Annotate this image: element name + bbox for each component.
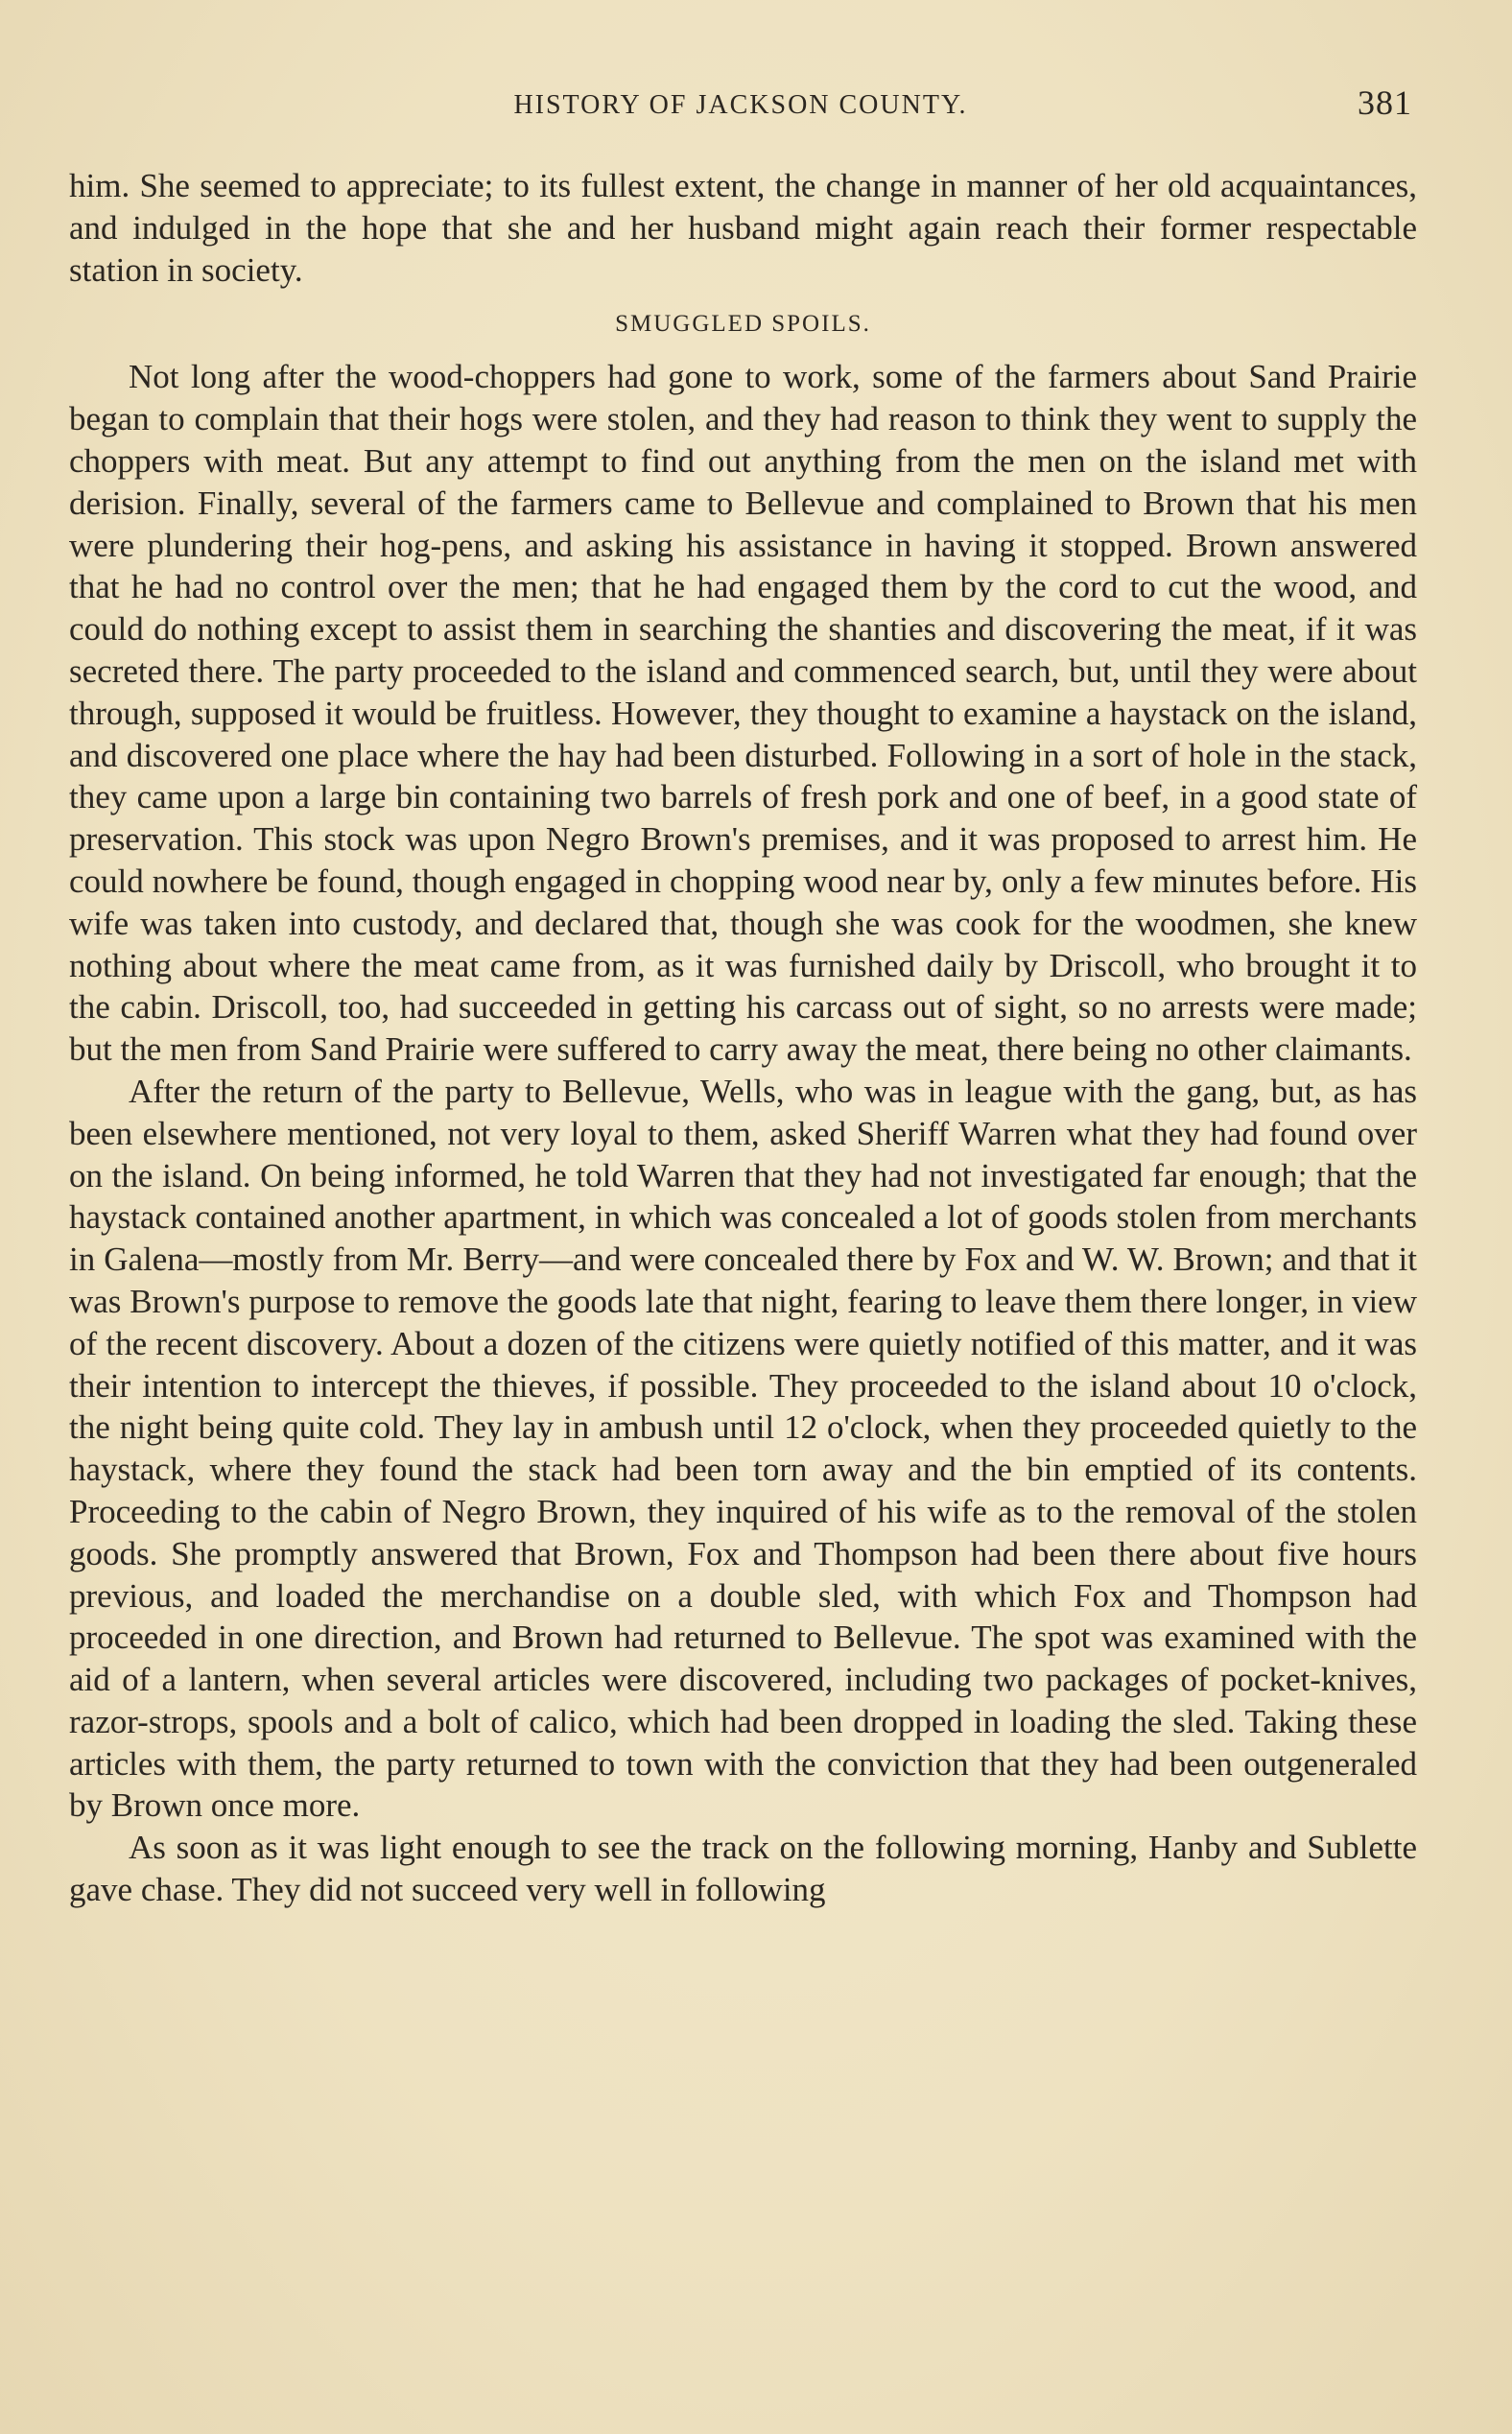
page-number: 381: [1358, 83, 1412, 122]
paragraph-smuggled-spoils-2: After the return of the party to Bellevue, Wells, who was in league with the gang, but, as has been elsewhere mentioned, not very loyal to them, asked Sheriff Warren what they had found over on the island. On being informed, he told Warren that they had not investigated far enough; that the haystack contained another apartment, in which was concealed a lot of goods stolen from merchants in Galena—mostly from Mr. Berry—and were concealed there by Fox and W. W. Brown; and that it was Brown's purpose to remove the goods late that night, fearing to leave them there longer, in view of the recent discovery. About a dozen of the citizens were quietly notified of this matter, and it was their intention to intercept the thieves, if possible. They proceeded to the island about 10 o'clock, the night being quite cold. They lay in ambush until 12 o'clock, when they proceeded quietly to the haystack, where they found the stack had been torn away and the bin emptied of its contents. Proceeding to the cabin of Negro Brown, they inquired of his wife as to the removal of the stolen goods. She promptly answered that Brown, Fox and Thompson had been there about five hours previous, and loaded the merchandise on a double sled, with which Fox and Thompson had proceeded in one direction, and Brown had returned to Bellevue. The spot was examined with the aid of a lantern, when several articles were discovered, including two packages of pocket-knives, razor-strops, spools and a bolt of calico, which had been dropped in loading the sled. Taking these articles with them, the party returned to town with the conviction that they had been outgeneraled by Brown once more.: [69, 1072, 1417, 1825]
paragraph-smuggled-spoils-3: As soon as it was light enough to see the track on the following morning, Hanby and Sublette gave chase. They did not succeed very well in following: [69, 1829, 1417, 1909]
paragraph-smuggled-spoils-1: Not long after the wood-choppers had gone to work, some of the farmers about Sand Prairie began to complain that their hogs were stolen, and they had reason to think they went to supply the choppers with meat. But any attempt to find out anything from the men on the island met with derision. Finally, several of the farmers came to Bellevue and complained to Brown that his men were plundering their hog-pens, and asking his assistance in having it stopped. Brown answered that he had no control over the men; that he had engaged them by the cord to cut the wood, and could do nothing except to assist them in searching the shanties and discovering the meat, if it was secreted there. The party proceeded to the island and commenced search, but, until they were about through, supposed it would be fruitless. However, they thought to examine a haystack on the island, and discovered one place where the hay had been disturbed. Following in a sort of hole in the stack, they came upon a large bin containing two barrels of fresh pork and one of beef, in a good state of preservation. This stock was upon Negro Brown's premises, and it was proposed to arrest him. He could nowhere be found, though engaged in chopping wood near by, only a few minutes before. His wife was taken into custody, and declared that, though she was cook for the woodmen, she knew nothing about where the meat came from, as it was furnished daily by Driscoll, who brought it to the cabin. Driscoll, too, had succeeded in getting his carcass out of sight, so no arrests were made; but the men from Sand Prairie were suffered to carry away the meat, there being no other claimants.: [69, 358, 1417, 1069]
running-head: [69, 83, 1412, 127]
section-heading: SMUGGLED SPOILS.: [615, 311, 871, 338]
running-title: HISTORY OF JACKSON COUNTY.: [513, 90, 968, 120]
paragraph-intro: him. She seemed to appreciate; to its fullest extent, the change in manner of her old acquaintances, and indulged in the hope that she and her husband might again reach their former respectable station in society.: [69, 167, 1417, 289]
body-text: [69, 165, 1417, 1911]
